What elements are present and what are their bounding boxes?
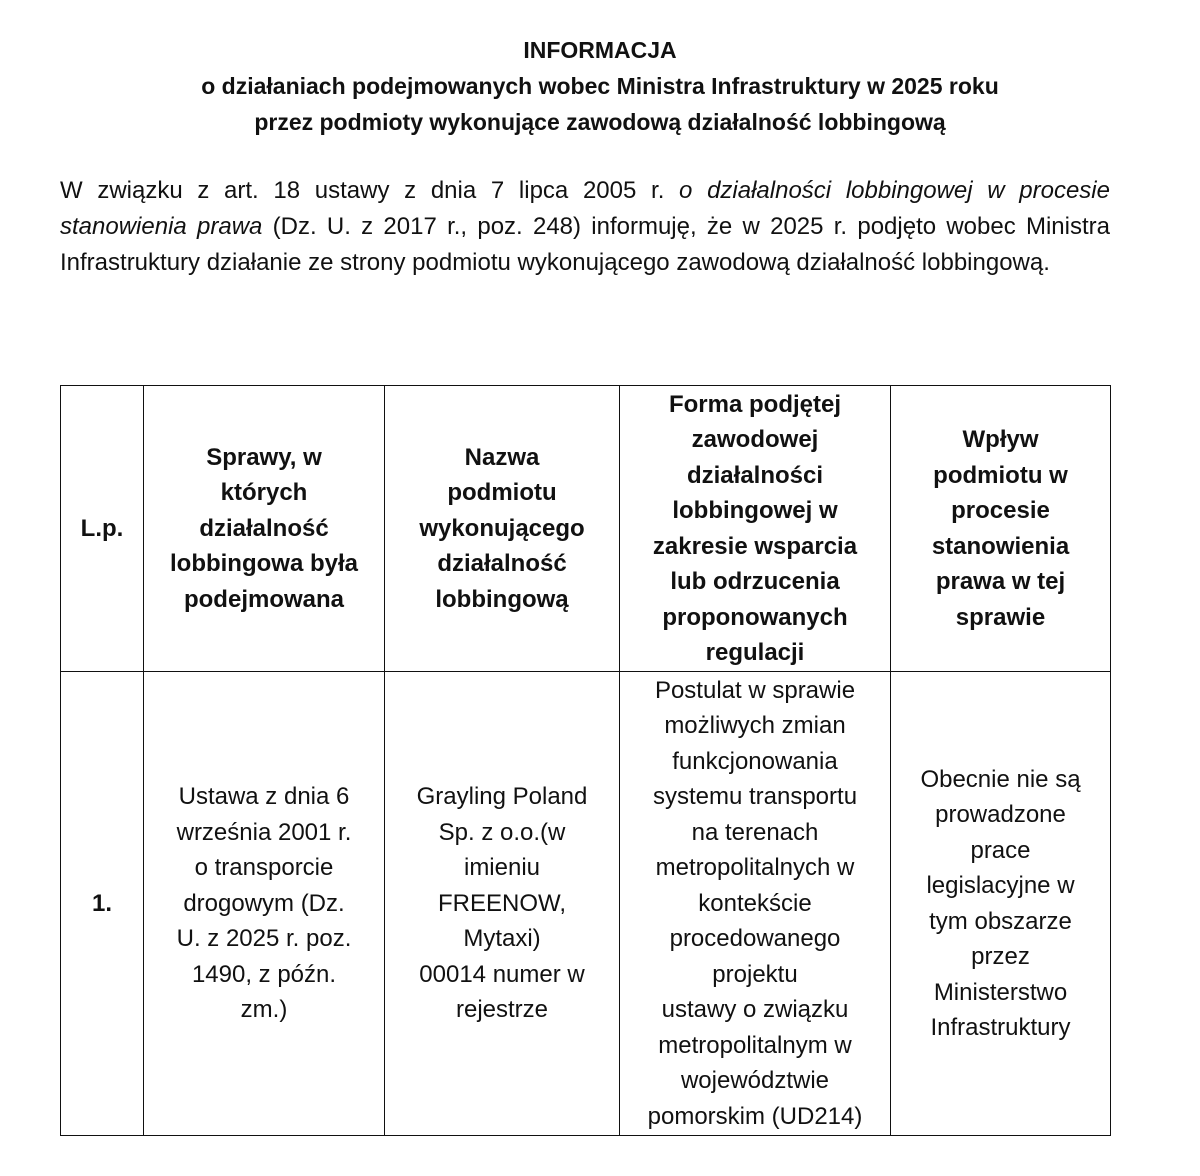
cell-text-line: kontekście: [698, 889, 812, 917]
cell-text-line: Nazwa: [464, 443, 540, 471]
cell-text-line: funkcjonowania: [672, 747, 838, 775]
cell-text-line: lub odrzucenia: [670, 568, 840, 595]
cell-lp: [61, 672, 144, 1136]
cell-text-line: września 2001 r.: [176, 818, 352, 846]
cell-text-line: podmiotu: [447, 479, 557, 507]
cell-text-line: Ministerstwo: [933, 978, 1068, 1006]
cell-text-line: lobbingową: [435, 585, 569, 613]
cell-text-line: 1490, z późn.: [191, 960, 337, 988]
cell-text-line: Mytaxi): [463, 925, 541, 953]
cell-text-line: o transporcie: [194, 854, 334, 882]
cell-influence: [891, 672, 1111, 1136]
cell-text-line: pomorskim (UD214): [647, 1102, 863, 1130]
header-lp: [61, 386, 144, 672]
cell-text-line: systemu transportu: [652, 783, 858, 811]
cell-text-line: tym obszarze: [929, 907, 1072, 935]
cell-lobbying-form: [620, 672, 891, 1136]
cell-text-line: prace: [970, 836, 1031, 864]
cell-text-line: procesie: [951, 497, 1050, 524]
cell-text-line: województwie: [680, 1067, 830, 1095]
cell-text-line: Ustawa z dnia 6: [178, 783, 350, 811]
cell-text-line: stanowienia: [931, 532, 1070, 560]
cell-text-line: działalność: [199, 514, 329, 542]
cell-text-line: 1.: [91, 889, 112, 917]
cell-text-line: działalność: [437, 550, 567, 578]
cell-text-line: podejmowana: [183, 585, 345, 613]
cell-text-line: imieniu: [463, 854, 541, 882]
cell-text-line: L.p.: [80, 514, 124, 542]
table-row: [61, 672, 1111, 1136]
cell-text-line: zakresie wsparcia: [652, 532, 858, 560]
cell-text-line: prowadzone: [935, 801, 1066, 828]
cell-text-line: prawa w tej: [935, 568, 1066, 595]
cell-text-line: ustawy o związku: [661, 996, 849, 1024]
cell-text-line: których: [220, 479, 308, 507]
cell-text-line: rejestrze: [455, 996, 549, 1024]
cell-text-line: legislacyjne w: [926, 872, 1075, 899]
cell-text-line: możliwych zmian: [664, 712, 846, 740]
cell-text-line: procedowanego: [669, 925, 841, 953]
cell-text-line: metropolitalnych w: [655, 854, 855, 882]
cell-text-line: Sprawy, w: [206, 443, 322, 471]
cell-text-line: Obecnie nie są: [920, 765, 1081, 793]
cell-text-line: Forma podjętej: [668, 390, 842, 418]
cell-text-line: Postulat w sprawie: [654, 676, 856, 704]
cell-text-line: lobbingowa była: [169, 550, 358, 578]
cell-text-line: U. z 2025 r. poz.: [176, 925, 352, 953]
cell-text-line: projektu: [712, 960, 798, 988]
table-header-row: [61, 386, 1111, 672]
cell-text-line: wykonującego: [419, 514, 585, 542]
header-influence: [891, 386, 1111, 672]
header-entity-name: [385, 386, 620, 672]
intro-text-part-1: W związku z art. 18 ustawy z dnia 7 lipca 2005 r.: [60, 177, 680, 204]
heading-subtitle-line-1: o działaniach podejmowanych wobec Ministra Infrastruktury w 2025 roku: [201, 73, 999, 99]
intro-paragraph: [60, 173, 1110, 281]
cell-text-line: na terenach: [691, 818, 819, 846]
cell-text-line: FREENOW,: [437, 889, 566, 917]
document-heading: [0, 32, 1200, 140]
intro-act-title: o działalności lobbingowej w procesie stanowienia prawa: [60, 177, 1110, 240]
intro-text-part-2: (Dz. U. z 2017 r., poz. 248) informuję, że w 2025 r. podjęto wobec Ministra Infrastruktury działanie ze strony podmiotu wykonującego zawodową działalność lobbingową.: [60, 213, 1110, 276]
heading-subtitle-line-2: przez podmioty wykonujące zawodową działalność lobbingową: [254, 109, 946, 135]
cell-text-line: Sp. z o.o.(w: [438, 818, 566, 846]
cell-text-line: sprawie: [955, 603, 1046, 631]
cell-entity-name: [385, 672, 620, 1136]
cell-text-line: lobbingowej w: [672, 497, 838, 524]
lobbying-table: [60, 385, 1111, 1136]
cell-text-line: 00014 numer w: [419, 960, 585, 988]
cell-text-line: działalności: [686, 461, 824, 489]
cell-text-line: metropolitalnym w: [658, 1031, 852, 1059]
cell-text-line: zawodowej: [691, 426, 819, 453]
heading-title: INFORMACJA: [523, 37, 677, 63]
cell-cases: [144, 672, 385, 1136]
cell-text-line: drogowym (Dz.: [183, 889, 345, 917]
cell-text-line: Grayling Poland: [416, 783, 588, 811]
cell-text-line: Infrastruktury: [930, 1014, 1071, 1041]
cell-text-line: regulacji: [705, 639, 805, 666]
cell-text-line: zm.): [240, 996, 288, 1024]
cell-text-line: Wpływ: [962, 426, 1039, 453]
header-cases: [144, 386, 385, 672]
header-lobbying-form: [620, 386, 891, 672]
cell-text-line: podmiotu w: [933, 461, 1068, 489]
cell-text-line: przez: [971, 943, 1030, 970]
cell-text-line: proponowanych: [662, 603, 848, 631]
